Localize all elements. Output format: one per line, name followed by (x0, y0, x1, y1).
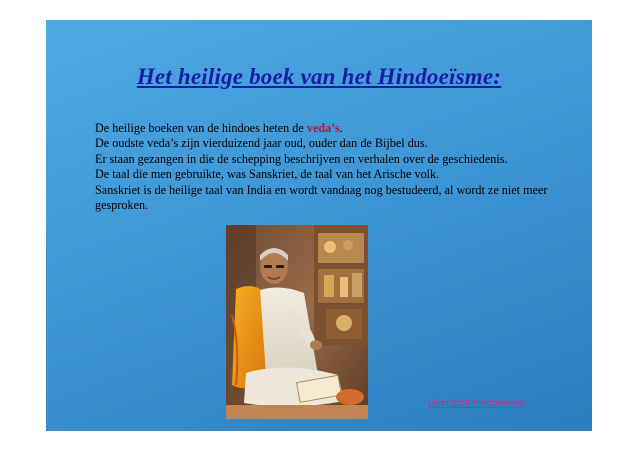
priest-photo-illustration (226, 225, 368, 419)
priest-photo (226, 225, 368, 419)
paragraph-sanskrit-today: Sanskriet is de heilige taal van India en wordt vandaag nog bestudeerd, al wordt ze niet meer gesproken. (95, 182, 548, 213)
paragraph-veda-content: Er staan gezangen in die de schepping beschrijven en verhalen over de geschiedenis. (95, 151, 508, 166)
slide (46, 20, 592, 431)
paragraph-text: De heilige boeken van de hindoes heten de (95, 121, 307, 135)
paragraph-veda-age: De oudste veda’s zijn vierduizend jaar oud, ouder dan de Bijbel dus. (95, 136, 428, 151)
paragraph-sanskrit-language: De taal die men gebruikte, was Sanskriet, de taal van het Arische volk. (95, 167, 440, 182)
overview-hinduism-link[interactable]: Overzicht hindoeisme (428, 398, 525, 409)
slide-title: Het heilige boek van het Hindoeïsme: (136, 64, 502, 89)
paragraph-veda-intro (95, 121, 575, 136)
slide-body-text (95, 121, 575, 213)
veda-highlight: veda’s (306, 121, 340, 135)
paragraph-punctuation: . (339, 121, 343, 135)
